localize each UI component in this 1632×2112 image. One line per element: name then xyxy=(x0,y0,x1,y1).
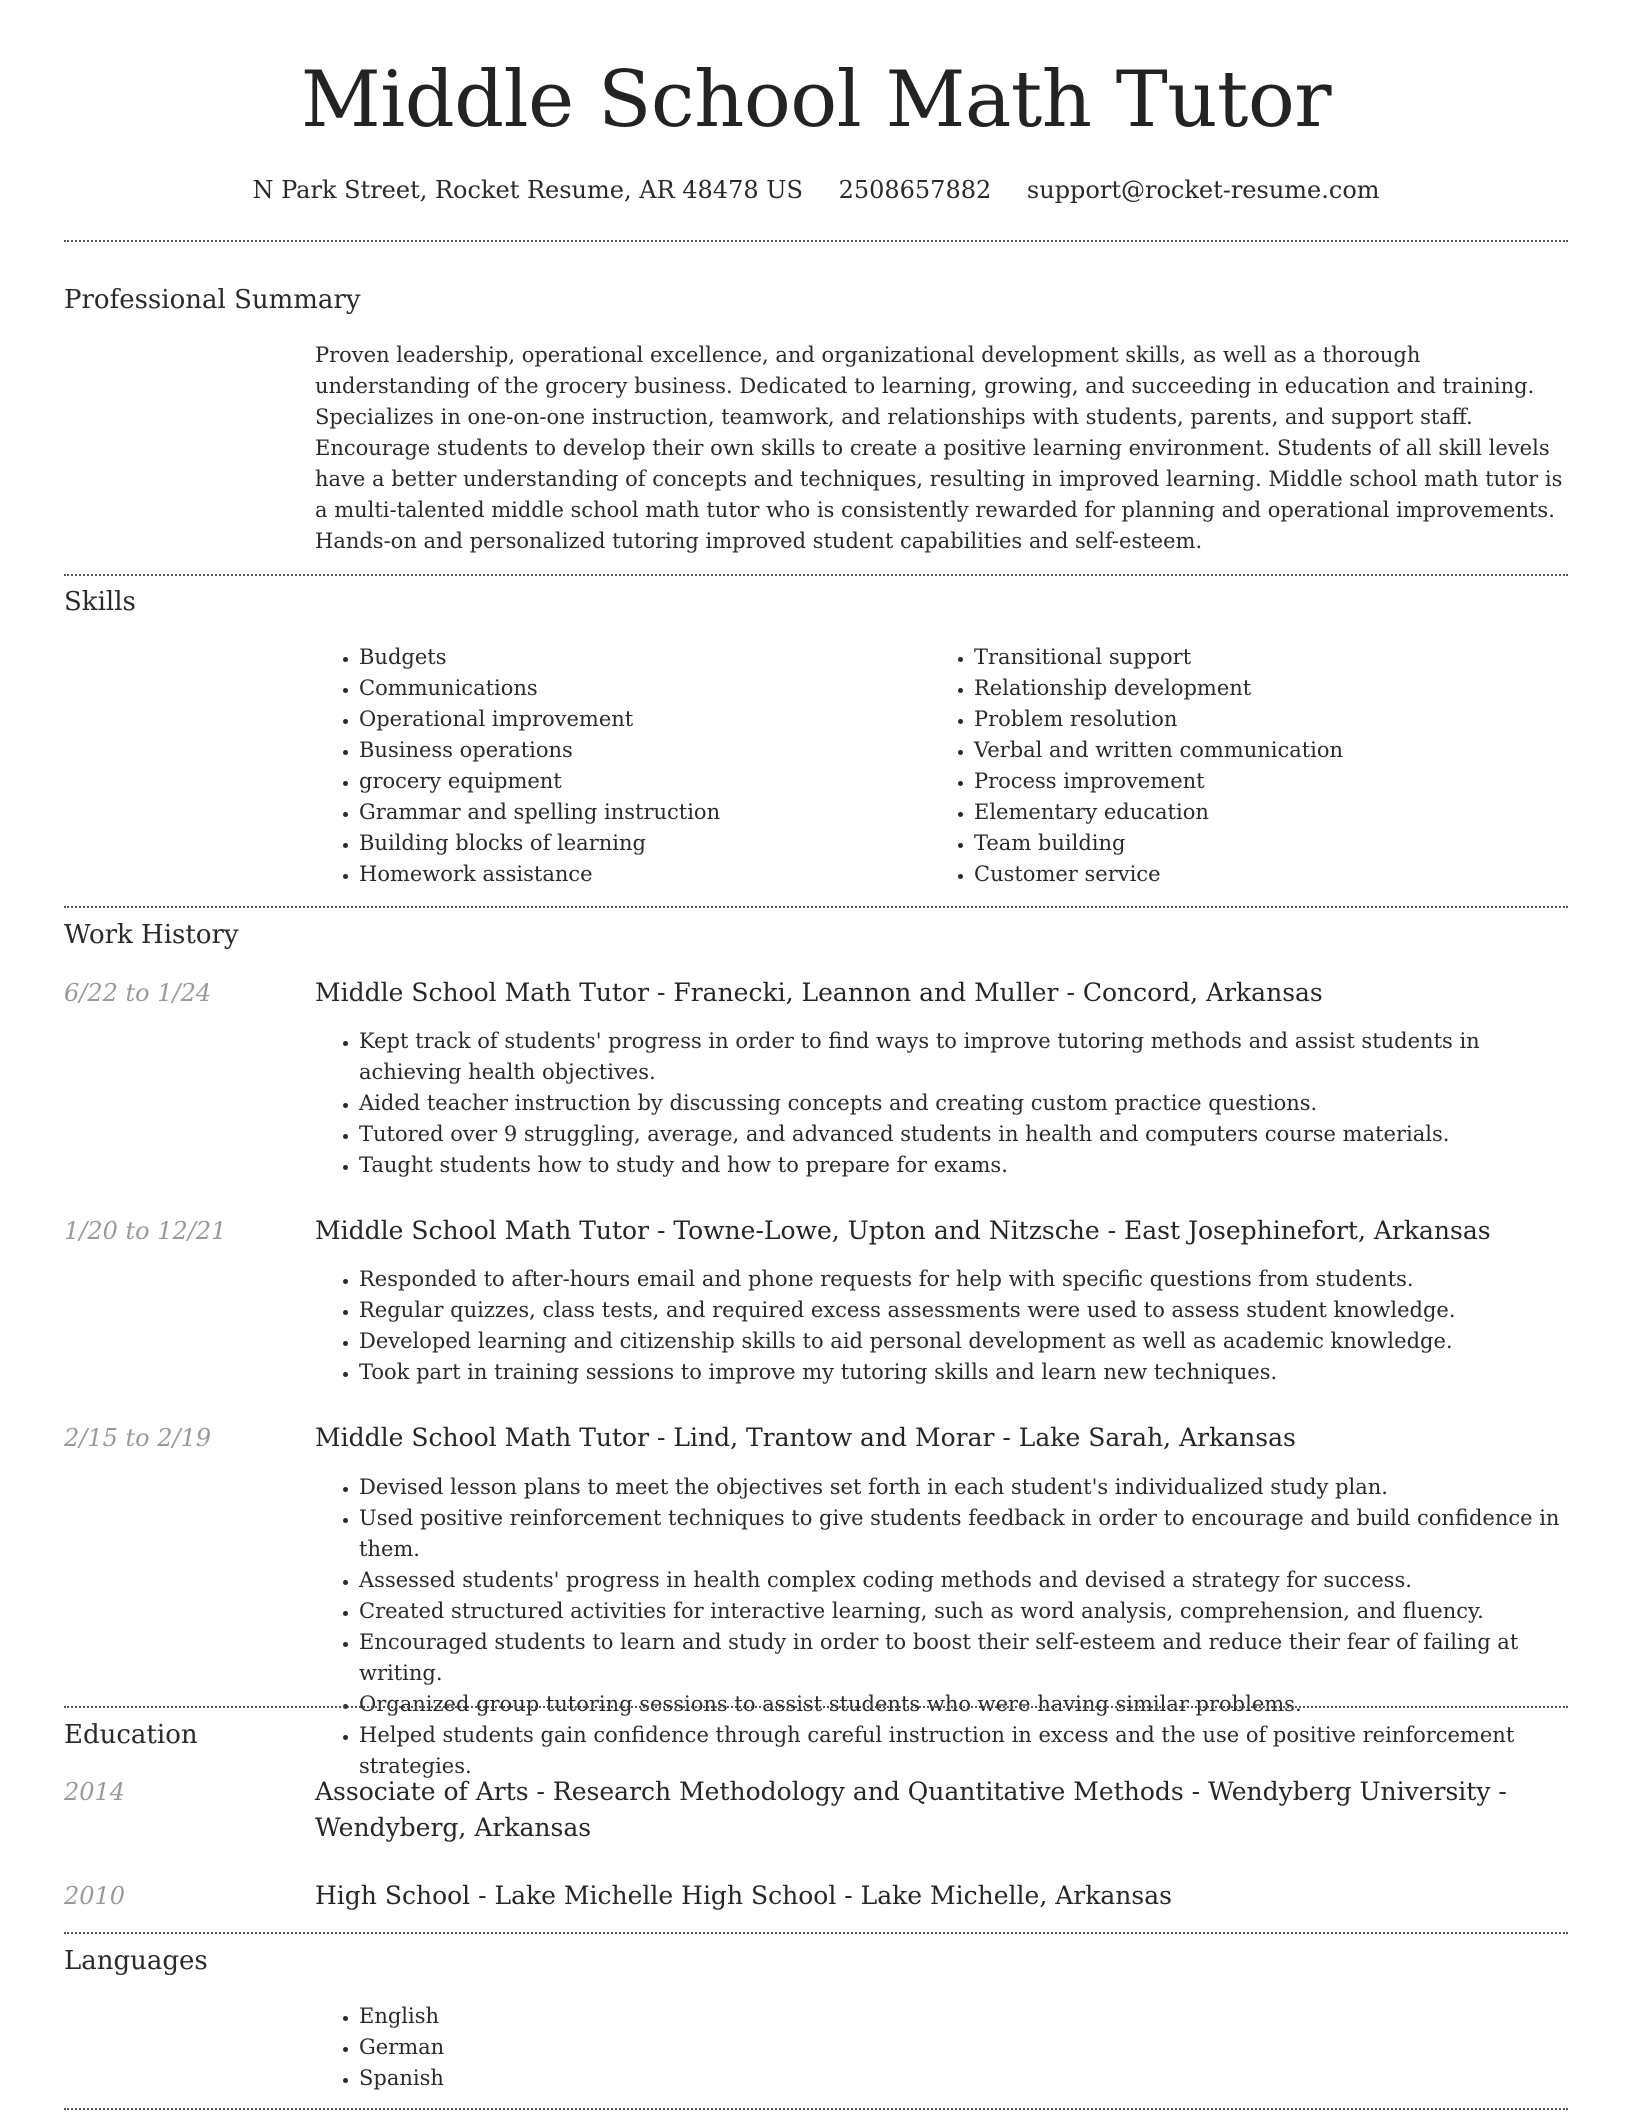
skill-item: • Problem resolution xyxy=(974,704,1490,735)
languages-title: Languages xyxy=(64,1946,208,1976)
job-bullet: • Used positive reinforcement techniques to give students feedback in order to encourage and build confidence in them. xyxy=(359,1503,1570,1565)
job-heading: Middle School Math Tutor - Towne-Lowe, Upton and Nitzsche - East Josephinefort, Arkansas xyxy=(315,1216,1491,1245)
job-bullet: • Helped students gain confidence through careful instruction in excess and the use of positive reinforcement strategies. xyxy=(359,1720,1570,1782)
skill-item: • grocery equipment xyxy=(359,766,875,797)
education-year: 2010 xyxy=(64,1882,126,1910)
job-dates: 1/20 to 12/21 xyxy=(64,1217,227,1245)
job-bullets xyxy=(315,1264,1570,1388)
languages-column xyxy=(315,2001,875,2094)
job-bullets xyxy=(315,1472,1570,1782)
divider xyxy=(64,240,1568,242)
skills-list-left xyxy=(315,642,875,890)
job-bullet: • Devised lesson plans to meet the objectives set forth in each student's individualized study plan. xyxy=(359,1472,1570,1503)
job-bullet: • Kept track of students' progress in order to find ways to improve tutoring methods and assist students in achieving health objectives. xyxy=(359,1026,1570,1088)
skill-item: • Transitional support xyxy=(974,642,1490,673)
skill-item: • Grammar and spelling instruction xyxy=(359,797,875,828)
skill-item: • Team building xyxy=(974,828,1490,859)
skill-item: • Business operations xyxy=(359,735,875,766)
job-heading: Middle School Math Tutor - Lind, Trantow and Morar - Lake Sarah, Arkansas xyxy=(315,1423,1296,1452)
job-bullet: • Tutored over 9 struggling, average, and advanced students in health and computers course materials. xyxy=(359,1119,1570,1150)
job-bullet: • Taught students how to study and how to prepare for exams. xyxy=(359,1150,1570,1181)
skill-item: • Relationship development xyxy=(974,673,1490,704)
education-title: Education xyxy=(64,1720,198,1750)
skill-item: • Verbal and written communication xyxy=(974,735,1490,766)
contact-phone: 2508657882 xyxy=(838,176,992,204)
job-dates: 6/22 to 1/24 xyxy=(64,979,212,1007)
job-bullet: • Created structured activities for interactive learning, such as word analysis, comprehension, and fluency. xyxy=(359,1596,1570,1627)
divider xyxy=(64,906,1568,908)
skill-item: • Homework assistance xyxy=(359,859,875,890)
divider xyxy=(64,1932,1568,1934)
skill-item: • Communications xyxy=(359,673,875,704)
skill-item: • Building blocks of learning xyxy=(359,828,875,859)
contact-line xyxy=(0,170,1632,210)
job-bullet: • Regular quizzes, class tests, and required excess assessments were used to assess student knowledge. xyxy=(359,1295,1570,1326)
job-bullet: • Assessed students' progress in health complex coding methods and devised a strategy for success. xyxy=(359,1565,1570,1596)
divider xyxy=(64,1706,1568,1708)
skills-list-right xyxy=(930,642,1490,890)
job-bullet: • Took part in training sessions to improve my tutoring skills and learn new techniques. xyxy=(359,1357,1570,1388)
job-bullet: • Encouraged students to learn and study in order to boost their self-esteem and reduce their fear of failing at writing. xyxy=(359,1627,1570,1689)
skill-item: • Elementary education xyxy=(974,797,1490,828)
skill-item: • Operational improvement xyxy=(359,704,875,735)
job-bullet: • Responded to after-hours email and phone requests for help with specific questions from students. xyxy=(359,1264,1570,1295)
skills-right-column xyxy=(930,642,1490,890)
divider xyxy=(64,2108,1568,2110)
language-item: • English xyxy=(359,2001,875,2032)
summary-title: Professional Summary xyxy=(64,285,361,315)
job-bullets xyxy=(315,1026,1570,1181)
work-history-title: Work History xyxy=(64,920,239,950)
language-item: • Spanish xyxy=(359,2063,875,2094)
skills-left-column xyxy=(315,642,875,890)
job-bullet: • Organized group tutoring sessions to assist students who were having similar problems. xyxy=(359,1689,1570,1720)
job-dates: 2/15 to 2/19 xyxy=(64,1424,212,1452)
education-entry: Associate of Arts - Research Methodology and Quantitative Methods - Wendyberg University - Wendyberg, Arkansas xyxy=(315,1777,1507,1842)
job-heading: Middle School Math Tutor - Franecki, Leannon and Muller - Concord, Arkansas xyxy=(315,978,1323,1007)
language-item: • German xyxy=(359,2032,875,2063)
education-year: 2014 xyxy=(64,1778,126,1806)
summary-text: Proven leadership, operational excellence, and organizational development skills, as well as a thorough understanding of the grocery business. Dedicated to learning, growing, and succeeding in education and training. Specializes in one-on-one instruction, teamwork, and relationships with students, parents, and support staff. Encourage students to develop their own skills to create a positive learning environment. Students of all skill levels have a better understanding of concepts and techniques, resulting in improved learning. Middle school math tutor is a multi-talented middle school math tutor who is consistently rewarded for planning and operational improvements. Hands-on and personalized tutoring improved student capabilities and self-esteem. xyxy=(315,343,1563,553)
resume-name: Middle School Math Tutor xyxy=(300,55,1332,145)
languages-list xyxy=(315,2001,875,2094)
contact-address: N Park Street, Rocket Resume, AR 48478 US xyxy=(252,176,803,204)
contact-email: support@rocket-resume.com xyxy=(1026,176,1380,204)
skills-title: Skills xyxy=(64,587,136,617)
job-bullet: • Developed learning and citizenship skills to aid personal development as well as academic knowledge. xyxy=(359,1326,1570,1357)
job-bullet: • Aided teacher instruction by discussing concepts and creating custom practice questions. xyxy=(359,1088,1570,1119)
skill-item: • Budgets xyxy=(359,642,875,673)
skill-item: • Process improvement xyxy=(974,766,1490,797)
education-entry: High School - Lake Michelle High School - Lake Michelle, Arkansas xyxy=(315,1881,1172,1910)
divider xyxy=(64,574,1568,576)
skill-item: • Customer service xyxy=(974,859,1490,890)
